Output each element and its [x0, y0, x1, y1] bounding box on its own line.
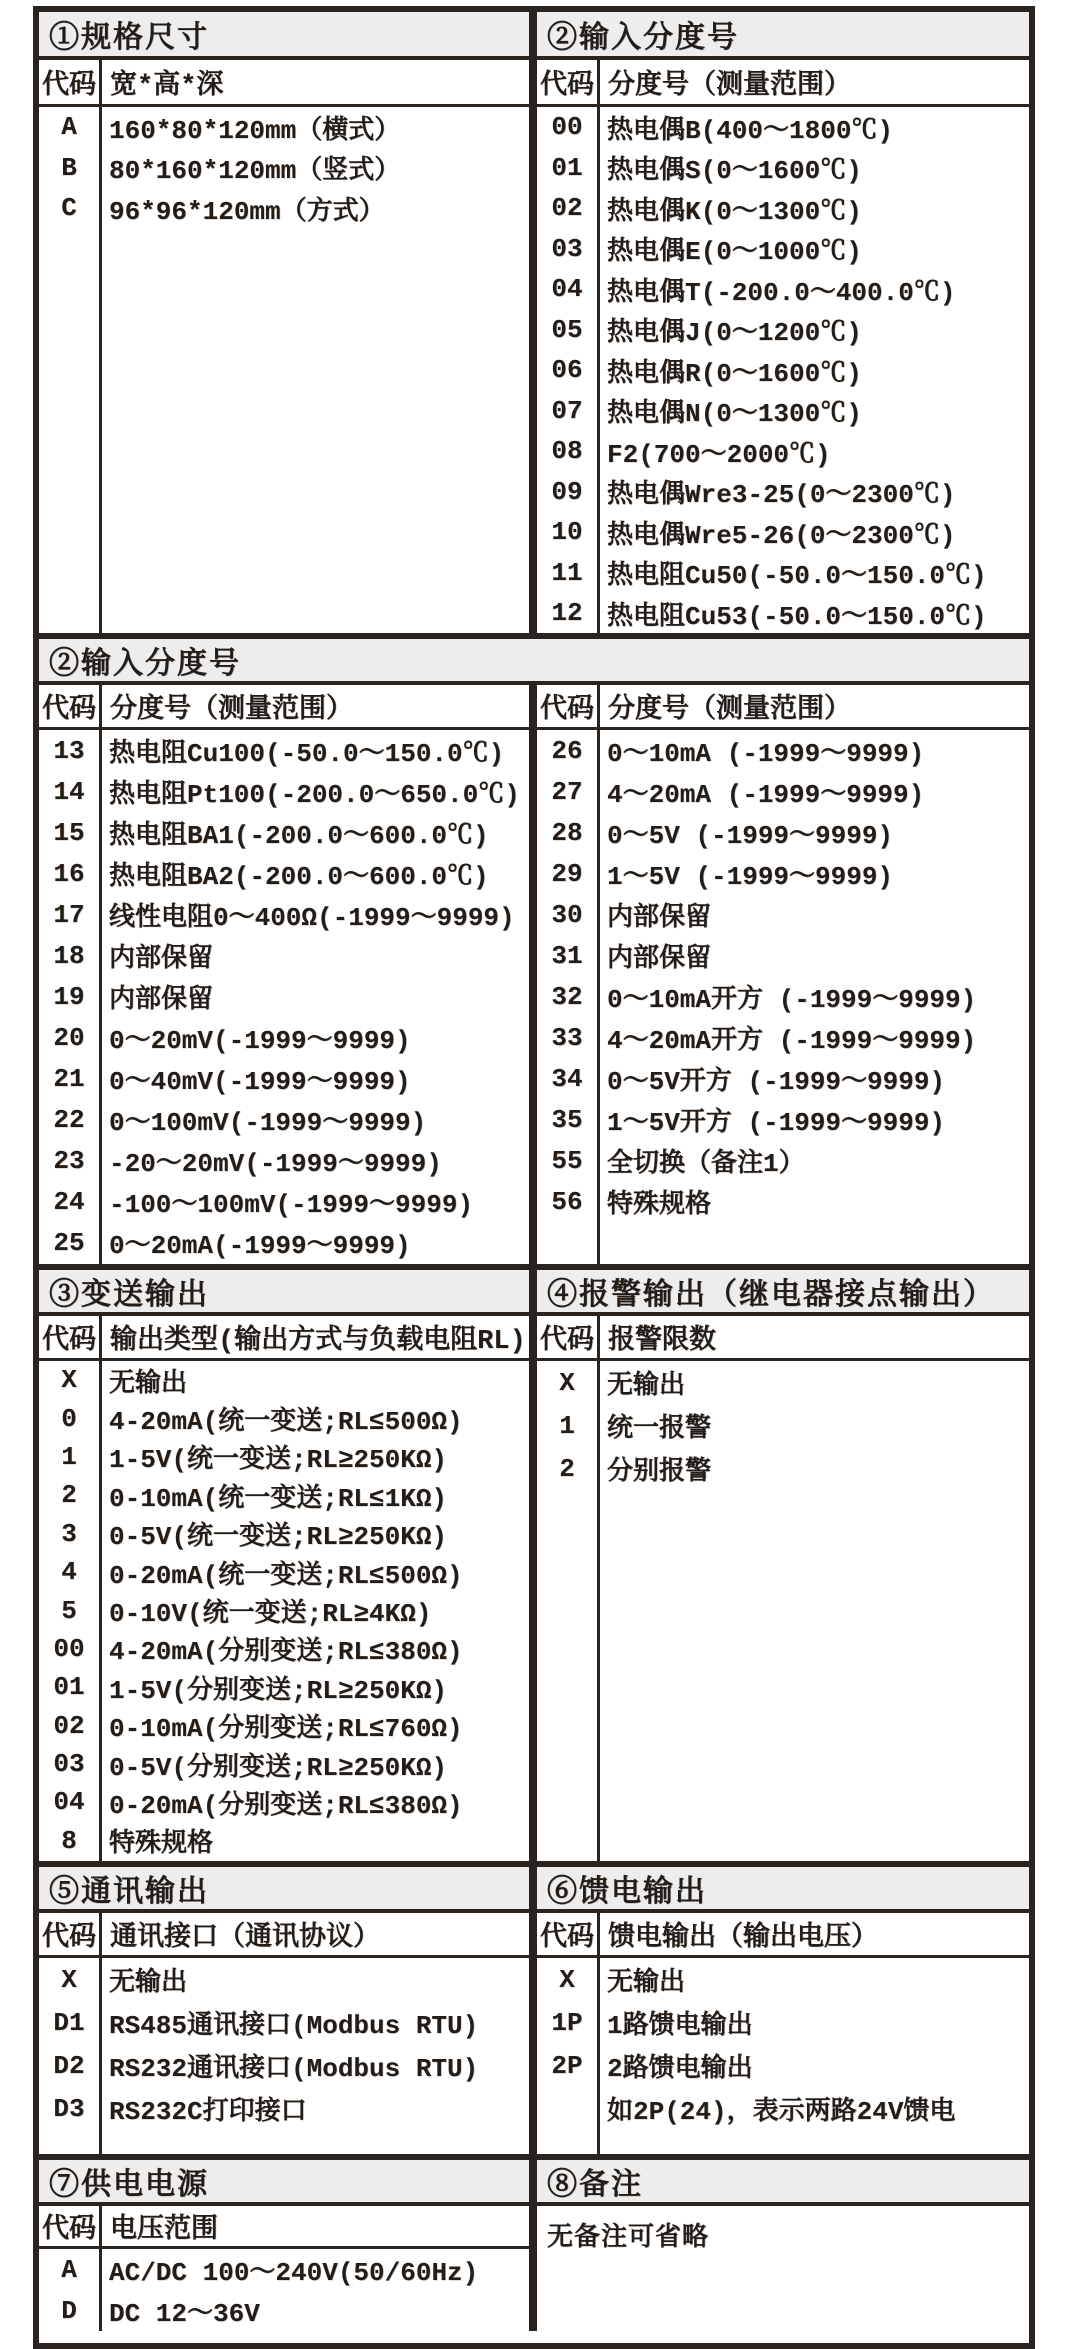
row-code: 06: [551, 355, 583, 386]
row-code: X: [559, 1367, 575, 1398]
row-value: 热电阻Cu100(-50.0～150.0℃): [109, 739, 505, 769]
values-column: [102, 2249, 529, 2331]
row-code: X: [61, 1964, 77, 1995]
section1-subheader: [39, 60, 529, 107]
row-value: 0-10mA(统一变送;RL≤1KΩ): [109, 1483, 448, 1514]
row-value: 特殊规格: [607, 1190, 712, 1220]
section6-title: ⑥馈电输出: [537, 1867, 1029, 1913]
row-value: 内部保留: [109, 944, 214, 974]
values-column: [102, 107, 529, 633]
row-value: 热电偶K(0～1300℃): [607, 196, 862, 227]
row-value: 0～10mA (-1999～9999): [607, 739, 925, 769]
row-value: 分别报警: [607, 1457, 712, 1487]
row-code: 34: [551, 1063, 583, 1094]
row-value: DC 12～36V: [109, 2299, 260, 2329]
row-value: 如2P(24)，表示两路24V馈电: [607, 2097, 956, 2127]
row-value: 0～5V开方 (-1999～9999): [607, 1067, 946, 1097]
row-code: D: [61, 2295, 77, 2326]
section5-comm-panel: [39, 1867, 529, 2154]
row-value: 0～20mA(-1999～9999): [109, 1231, 411, 1261]
section3-subheader: [39, 1316, 529, 1361]
codes-column: [39, 1361, 102, 1861]
section3-body: [39, 1361, 529, 1861]
row-code: 1P: [551, 2007, 583, 2038]
section4-body: [537, 1361, 1029, 1861]
row-value: 内部保留: [607, 944, 712, 974]
row-value: 热电偶E(0～1000℃): [607, 237, 862, 268]
codes-column: [537, 1958, 600, 2154]
row-value: 4～20mA开方 (-1999～9999): [607, 1026, 977, 1056]
codes-column: [537, 730, 600, 1264]
codes-column: [39, 107, 102, 633]
values-column: [102, 1361, 529, 1861]
row-code: 8: [61, 1825, 77, 1856]
row-value: 热电偶Wre5-26(0～2300℃): [607, 520, 956, 551]
row-code: 1: [559, 1410, 575, 1441]
row-code: 11: [551, 557, 583, 588]
row-value: 热电偶S(0～1600℃): [607, 156, 862, 187]
value-column-header: 馈电输出（输出电压）: [608, 1924, 878, 1954]
value-column-header: 宽*高*深: [110, 72, 224, 102]
section1-body: [39, 107, 529, 633]
row-value: 热电偶R(0～1600℃): [607, 358, 862, 389]
code-column-header: 代码: [39, 1913, 102, 1955]
row-value: 热电偶T(-200.0～400.0℃): [607, 277, 956, 308]
row-code: A: [61, 2254, 77, 2285]
vertical-divider: [529, 12, 537, 633]
values-column: [102, 1958, 529, 2154]
section-row-5: [39, 2160, 1029, 2331]
row-value: -100～100mV(-1999～9999): [109, 1190, 474, 1220]
row-code: 00: [551, 112, 583, 143]
row-value: AC/DC 100～240V(50/60Hz): [109, 2258, 479, 2288]
row-code: 1: [61, 1441, 77, 1472]
row-code: 00: [53, 1633, 85, 1664]
row-value: 0-10V(统一变送;RL≥4KΩ): [109, 1599, 432, 1630]
section7-subheader: [39, 2206, 529, 2249]
section5-title: ⑤通讯输出: [39, 1867, 529, 1913]
row-code: 2: [61, 1480, 77, 1511]
row-code: 04: [551, 274, 583, 305]
row-code: 5: [61, 1595, 77, 1626]
section-row-3: [39, 1270, 1029, 1861]
row-value: 内部保留: [109, 985, 214, 1015]
row-code: 35: [551, 1104, 583, 1135]
value-column-header: 分度号（测量范围）: [608, 72, 851, 102]
row-code: 31: [551, 940, 583, 971]
row-code: 2: [559, 1453, 575, 1484]
section2b-right-subheader: [537, 685, 1029, 730]
row-code: 10: [551, 517, 583, 548]
row-value: 热电阻BA1(-200.0～600.0℃): [109, 821, 489, 851]
row-code: X: [559, 1964, 575, 1995]
row-code: 29: [551, 858, 583, 889]
value-column-header: 输出类型(输出方式与负载电阻RL): [110, 1327, 526, 1357]
vertical-divider: [529, 685, 537, 1264]
value-column-header: 报警限数: [608, 1327, 716, 1357]
section6-body: [537, 1958, 1029, 2154]
section2a-body: [537, 107, 1029, 633]
remark-note: 无备注可省略: [547, 2223, 710, 2253]
row-code: 01: [551, 152, 583, 183]
section-row-4: [39, 1867, 1029, 2154]
row-code: 20: [53, 1022, 85, 1053]
row-value: 无输出: [607, 1371, 686, 1401]
section4-subheader: [537, 1316, 1029, 1361]
code-column-header: 代码: [39, 2206, 102, 2246]
row-value: 热电阻Cu53(-50.0～150.0℃): [607, 601, 987, 632]
ordering-spec-table: [33, 6, 1035, 2349]
code-column-header: 代码: [39, 1316, 102, 1358]
row-code: D1: [53, 2007, 85, 2038]
section2b-left-subheader: [39, 685, 529, 730]
row-value: 0-20mA(统一变送;RL≤500Ω): [109, 1560, 463, 1591]
row-value: F2(700～2000℃): [607, 439, 831, 470]
code-column-header: 代码: [537, 1316, 600, 1358]
row-value: 无输出: [109, 1368, 188, 1399]
row-value: 0～10mA开方 (-1999～9999): [607, 985, 977, 1015]
row-code: 05: [551, 314, 583, 345]
row-value: RS232C打印接口: [109, 2097, 307, 2127]
row-value: 全切换（备注1）: [607, 1149, 805, 1179]
value-column-header: 分度号（测量范围）: [608, 696, 851, 726]
row-code: 17: [53, 899, 85, 930]
section7-title: ⑦供电电源: [39, 2160, 529, 2206]
section4-alarm-panel: [537, 1270, 1029, 1861]
row-code: 03: [53, 1749, 85, 1780]
section4-title: ④报警输出（继电器接点输出）: [537, 1270, 1029, 1316]
section3-transmit-panel: [39, 1270, 529, 1861]
row-code: 08: [551, 436, 583, 467]
row-value: 4-20mA(统一变送;RL≤500Ω): [109, 1407, 463, 1438]
row-value: 1路馈电输出: [607, 2011, 753, 2041]
section2b-right-body: [537, 730, 1029, 1264]
section2b-title: ②输入分度号: [39, 639, 1029, 685]
row-value: 0～20mV(-1999～9999): [109, 1026, 411, 1056]
code-column-header: 代码: [537, 685, 600, 727]
row-code: 28: [551, 817, 583, 848]
row-value: 热电阻BA2(-200.0～600.0℃): [109, 862, 489, 892]
code-column-header: 代码: [537, 1913, 600, 1955]
section-row-1: [39, 12, 1029, 633]
row-code: 18: [53, 940, 85, 971]
row-value: RS232通讯接口(Modbus RTU): [109, 2054, 479, 2084]
row-value: 线性电阻0～400Ω(-1999～9999): [109, 903, 515, 933]
row-value: 1～5V开方 (-1999～9999): [607, 1108, 946, 1138]
row-code: 24: [53, 1186, 85, 1217]
row-code: D2: [53, 2050, 85, 2081]
row-code: 25: [53, 1227, 85, 1258]
section5-subheader: [39, 1913, 529, 1958]
vertical-divider: [529, 1867, 537, 2154]
section8-title: ⑧备注: [537, 2160, 1029, 2206]
row-code: 14: [53, 776, 85, 807]
value-column-header: 电压范围: [110, 2216, 218, 2246]
row-value: 0-5V(分别变送;RL≥250KΩ): [109, 1752, 448, 1783]
row-value: 热电偶N(0～1300℃): [607, 399, 862, 430]
row-value: 1～5V (-1999～9999): [607, 862, 894, 892]
code-column-header: 代码: [537, 60, 600, 104]
values-column: [600, 1361, 1029, 1861]
row-code: 4: [61, 1557, 77, 1588]
section2b-left-body: [39, 730, 529, 1264]
row-value: RS485通讯接口(Modbus RTU): [109, 2011, 479, 2041]
section5-body: [39, 1958, 529, 2154]
value-column-header: 分度号（测量范围）: [110, 696, 353, 726]
section6-feed-panel: [537, 1867, 1029, 2154]
row-value: 0～5V (-1999～9999): [607, 821, 894, 851]
section2a-title: ②输入分度号: [537, 12, 1029, 60]
row-value: 无输出: [607, 1968, 686, 1998]
row-code: 32: [551, 981, 583, 1012]
section3-title: ③变送输出: [39, 1270, 529, 1316]
row-code: 23: [53, 1145, 85, 1176]
row-code: 0: [61, 1403, 77, 1434]
row-code: 02: [53, 1710, 85, 1741]
row-code: A: [61, 112, 77, 143]
row-value: 热电阻Pt100(-200.0～650.0℃): [109, 780, 520, 810]
codes-column: [39, 1958, 102, 2154]
row-value: 1-5V(统一变送;RL≥250KΩ): [109, 1445, 448, 1476]
row-value: 热电偶Wre3-25(0～2300℃): [607, 480, 956, 511]
section2b-left-subtable: [39, 685, 529, 1264]
row-code: X: [61, 1365, 77, 1396]
row-code: 27: [551, 776, 583, 807]
vertical-divider: [529, 2160, 537, 2331]
row-value: 96*96*120mm（方式）: [109, 196, 385, 227]
row-value: 统一报警: [607, 1414, 712, 1444]
row-code: 01: [53, 1672, 85, 1703]
value-column-header: 通讯接口（通讯协议）: [110, 1924, 380, 1954]
row-value: 0～100mV(-1999～9999): [109, 1108, 427, 1138]
codes-column: [537, 107, 600, 633]
row-code: 19: [53, 981, 85, 1012]
row-code: 26: [551, 735, 583, 766]
row-value: 0-5V(统一变送;RL≥250KΩ): [109, 1522, 448, 1553]
codes-column: [537, 1361, 600, 1861]
row-value: 1-5V(分别变送;RL≥250KΩ): [109, 1675, 448, 1706]
section2b-right-subtable: [537, 685, 1029, 1264]
section6-subheader: [537, 1913, 1029, 1958]
row-code: 21: [53, 1063, 85, 1094]
row-value: 4-20mA(分别变送;RL≤380Ω): [109, 1637, 463, 1668]
row-value: 热电偶J(0～1200℃): [607, 318, 862, 349]
row-code: C: [61, 193, 77, 224]
row-code: 07: [551, 395, 583, 426]
section1-title: ①规格尺寸: [39, 12, 529, 60]
row-value: 0-20mA(分别变送;RL≤380Ω): [109, 1790, 463, 1821]
section7-power-panel: [39, 2160, 529, 2331]
codes-column: [39, 730, 102, 1264]
row-code: 12: [551, 598, 583, 629]
row-code: 04: [53, 1787, 85, 1818]
row-value: 80*160*120mm（竖式）: [109, 156, 401, 187]
row-code: 03: [551, 233, 583, 264]
row-code: [537, 2087, 597, 2130]
row-value: 热电偶B(400～1800℃): [607, 115, 894, 146]
section2a-subheader: [537, 60, 1029, 107]
section2b-input-panel: [39, 639, 1029, 1264]
row-value: 0～40mV(-1999～9999): [109, 1067, 411, 1097]
row-value: 特殊规格: [109, 1829, 214, 1860]
row-code: 22: [53, 1104, 85, 1135]
code-column-header: 代码: [39, 685, 102, 727]
section8-remark-panel: [537, 2160, 1029, 2331]
row-value: 内部保留: [607, 903, 712, 933]
row-value: 0-10mA(分别变送;RL≤760Ω): [109, 1714, 463, 1745]
row-value: 2路馈电输出: [607, 2054, 753, 2084]
values-column: [600, 107, 1029, 633]
values-column: [600, 1958, 1029, 2154]
row-code: 2P: [551, 2050, 583, 2081]
row-code: 55: [551, 1145, 583, 1176]
row-code: 02: [551, 193, 583, 224]
row-value: 4～20mA (-1999～9999): [607, 780, 925, 810]
section7-body: [39, 2249, 529, 2331]
values-column: [600, 730, 1029, 1264]
vertical-divider: [529, 1270, 537, 1861]
code-column-header: 代码: [39, 60, 102, 104]
row-code: D3: [53, 2093, 85, 2124]
row-value: 160*80*120mm（横式）: [109, 115, 401, 146]
row-code: 33: [551, 1022, 583, 1053]
row-code: 30: [551, 899, 583, 930]
codes-column: [39, 2249, 102, 2331]
row-code: 56: [551, 1186, 583, 1217]
row-code: 15: [53, 817, 85, 848]
row-code: 13: [53, 735, 85, 766]
row-code: 09: [551, 476, 583, 507]
row-code: B: [61, 152, 77, 183]
row-code: 16: [53, 858, 85, 889]
row-value: 无输出: [109, 1968, 188, 1998]
section1-size-panel: [39, 12, 529, 633]
row-code: 3: [61, 1518, 77, 1549]
values-column: [102, 730, 529, 1264]
section2a-input-panel: [537, 12, 1029, 633]
row-value: 热电阻Cu50(-50.0～150.0℃): [607, 561, 987, 592]
row-value: -20～20mV(-1999～9999): [109, 1149, 442, 1179]
